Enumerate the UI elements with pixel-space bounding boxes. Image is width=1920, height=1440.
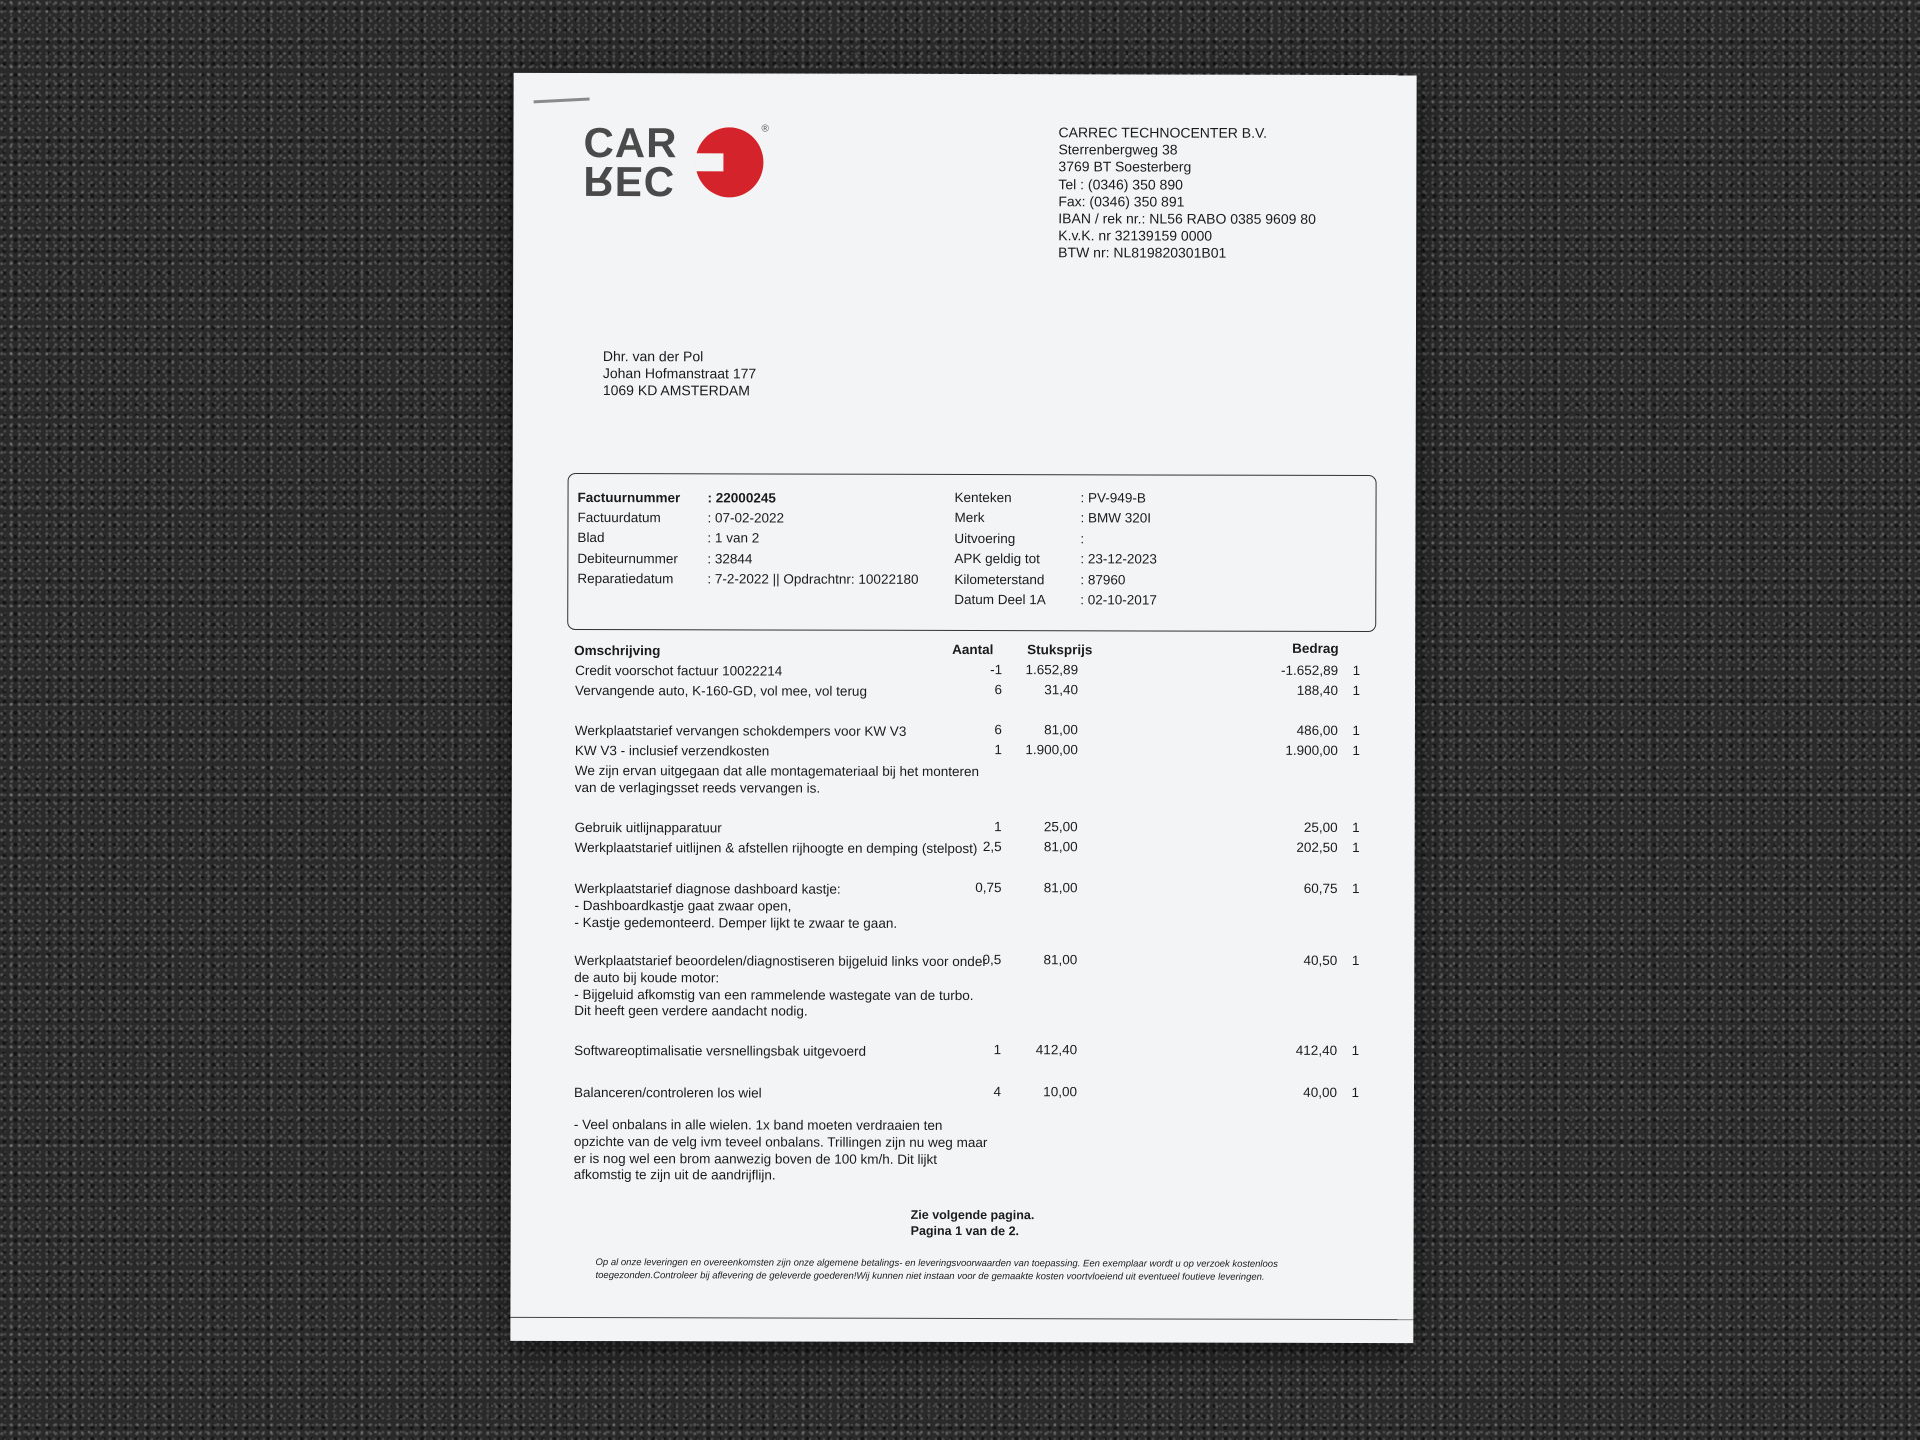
line-item-unit-price: 1.652,89 [1025,662,1079,678]
value-factuurnummer: : 22000245 [707,490,776,506]
invoice-sheet [510,73,1416,1343]
value-reparatiedatum: : 7-2-2022 || Opdrachtnr: 10022180 [707,571,919,587]
line-item-amount: 202,50 [1296,839,1338,855]
line-item-description: Werkplaatstarief beoordelen/diagnostiseren bijgeluid links voor onder [574,952,987,970]
line-item-description: Werkplaatstarief uitlijnen & afstellen rijhoogte en demping (stelpost) [574,839,978,857]
line-item-amount: 25,00 [1303,819,1338,835]
company-block [1058,124,1316,262]
label-apk: APK geldig tot [954,550,1040,567]
line-items [514,73,1417,75]
line-item-unit-price: 81,00 [1043,880,1078,896]
line-item-code: 1 [1352,840,1360,856]
line-item-amount: 40,50 [1303,952,1338,968]
bottom-rule [510,1317,1413,1320]
page-note-next: Zie volgende pagina. [910,1207,1035,1223]
line-item-code: 1 [1351,881,1360,897]
line-item-unit-price: 25,00 [1043,819,1078,835]
line-item-qty: 1 [994,819,1002,835]
line-item-amount: 60,75 [1303,880,1338,896]
line-item-code: 1 [1351,953,1360,969]
value-kenteken: : PV-949-B [1080,490,1146,506]
line-item-unit-price: 81,00 [1043,952,1078,968]
label-merk: Merk [954,509,985,526]
line-item-qty: 6 [994,722,1002,738]
customer-street: Johan Hofmanstraat 177 [602,365,757,382]
page-note-count: Pagina 1 van de 2. [910,1223,1020,1239]
terms-footer: Op al onze leveringen en overeenkomsten zijn onze algemene betalings- en leveringsvoorwaarden van toepassing. Een exemplaar wordt u op verzoek kostenloos toegezonden.Controleer bij aflevering de geleverde goederen!Wij kunnen niet instaan voor de gemaakte kosten voortvloeiend uit eventueel foutieve leveringen. [595,1257,1278,1283]
line-item-code: 1 [1352,723,1360,739]
value-merk: : BMW 320I [1080,510,1152,526]
company-city: 3769 BT Soesterberg [1058,158,1192,176]
company-tel: Tel : (0346) 350 890 [1058,175,1183,193]
line-item-description: de auto bij koude motor: [574,969,720,986]
line-item-description: Balanceren/controleren los wiel [573,1084,762,1101]
value-uitvoering: : [1080,531,1085,547]
label-kenteken: Kenteken [954,489,1012,506]
company-street: Sterrenbergweg 38 [1058,141,1178,158]
line-item-unit-price: 412,40 [1035,1042,1078,1058]
customer-name: Dhr. van der Pol [602,348,704,365]
line-item-description: - Dashboardkastje gaat zwaar open, [574,897,792,914]
line-item-qty: 1 [993,1042,1002,1058]
company-name: CARREC TECHNOCENTER B.V. [1058,124,1268,141]
line-item-description: - Bijgeluid afkomstig van een rammelende wastegate van de turbo. [574,986,974,1003]
carrec-logo [583,119,769,206]
line-item-unit-price: 1.900,00 [1025,742,1078,758]
line-item-unit-price: 10,00 [1043,1084,1078,1100]
line-item-amount: -1.652,89 [1281,662,1339,678]
line-item-amount: 188,40 [1296,682,1339,698]
line-item-description: er is nog wel een brom aanwezig boven de 100 km/h. Dit lijkt [573,1150,938,1167]
line-item-description: opzichte van de velg ivm teveel onbalans. Trillingen zijn nu weg maar [573,1133,988,1150]
line-item-amount: 412,40 [1295,1042,1338,1058]
line-item-code: 1 [1352,743,1360,759]
line-item-unit-price: 81,00 [1044,722,1078,738]
line-item-qty: 6 [994,682,1003,698]
line-item-description: KW V3 - inclusief verzendkosten [574,742,770,759]
label-factuurdatum: Factuurdatum [577,509,661,526]
customer-city: 1069 KD AMSTERDAM [602,382,750,399]
line-item-description: Gebruik uitlijnapparatuur [574,819,722,836]
header-bedrag: Bedrag [1292,640,1339,656]
line-item-description: - Kastje gedemonteerd. Demper lijkt te zwaar te gaan. [574,914,898,931]
line-item-amount: 40,00 [1303,1084,1338,1100]
line-item-description: van de verlagingsset reeds vervangen is. [574,779,821,796]
line-item-qty: -1 [990,662,1003,678]
line-item-code: 1 [1351,1085,1360,1101]
header-omschrijving: Omschrijving [574,642,661,659]
label-reparatiedatum: Reparatiedatum [577,570,674,587]
header-aantal: Aantal [952,641,994,658]
line-item-description: Credit voorschot factuur 10022214 [575,662,783,679]
line-item-description: Vervangende auto, K-160-GD, vol mee, vol terug [575,682,867,699]
line-item-description: Dit heeft geen verdere aandacht nodig. [574,1003,808,1019]
line-item-amount: 1.900,00 [1285,742,1338,758]
value-debiteurnummer: : 32844 [707,551,753,567]
line-item-description: Werkplaatstarief diagnose dashboard kastje: [574,880,841,897]
line-item-qty: 1 [994,742,1002,758]
line-item-qty: 0,5 [982,952,1002,968]
customer-address [603,348,756,399]
line-item-code: 1 [1352,820,1360,836]
logo-text-bottom: REC [583,158,676,206]
company-kvk: K.v.K. nr 32139159 0000 [1058,227,1213,244]
line-item-qty: 0,75 [975,880,1002,896]
logo-text-top: CAR [583,119,678,167]
line-item-unit-price: 31,40 [1044,682,1079,698]
line-item-description: - Veel onbalans in alle wielen. 1x band moeten verdraaien ten [573,1116,943,1133]
line-item-description: We zijn ervan uitgegaan dat alle montagemateriaal bij het monteren [574,762,980,780]
value-apk: : 23-12-2023 [1080,551,1157,567]
value-kilometerstand: : 87960 [1080,572,1126,588]
line-item-amount: 486,00 [1296,722,1338,738]
label-datum-deel-1a: Datum Deel 1A [954,591,1046,608]
label-blad: Blad [577,529,605,546]
line-item-code: 1 [1352,683,1361,699]
company-btw: BTW nr: NL819820301B01 [1058,244,1227,262]
staple [534,98,590,104]
line-item-qty: 4 [993,1084,1002,1100]
label-factuurnummer: Factuurnummer [577,489,681,506]
line-item-qty: 2,5 [982,839,1002,855]
label-debiteurnummer: Debiteurnummer [577,550,678,567]
value-factuurdatum: : 07-02-2022 [707,510,785,526]
label-uitvoering: Uitvoering [954,530,1016,547]
header-stuksprijs: Stuksprijs [1027,642,1093,658]
line-item-code: 1 [1352,663,1361,679]
line-item-code: 1 [1351,1043,1360,1059]
value-datum-deel-1a: : 02-10-2017 [1080,592,1157,608]
value-blad: : 1 van 2 [707,530,760,546]
label-kilometerstand: Kilometerstand [954,571,1045,588]
line-item-unit-price: 81,00 [1043,839,1078,855]
line-item-description: Softwareoptimalisatie versnellingsbak uitgevoerd [574,1042,867,1059]
company-iban: IBAN / rek nr.: NL56 RABO 0385 9609 80 [1058,210,1316,227]
line-item-description: afkomstig te zijn uit de aandrijflijn. [573,1167,776,1183]
line-item-description: Werkplaatstarief vervangen schokdempers voor KW V3 [574,722,907,739]
company-fax: Fax: (0346) 350 891 [1058,193,1185,210]
logo-registered-mark: ® [761,123,769,135]
